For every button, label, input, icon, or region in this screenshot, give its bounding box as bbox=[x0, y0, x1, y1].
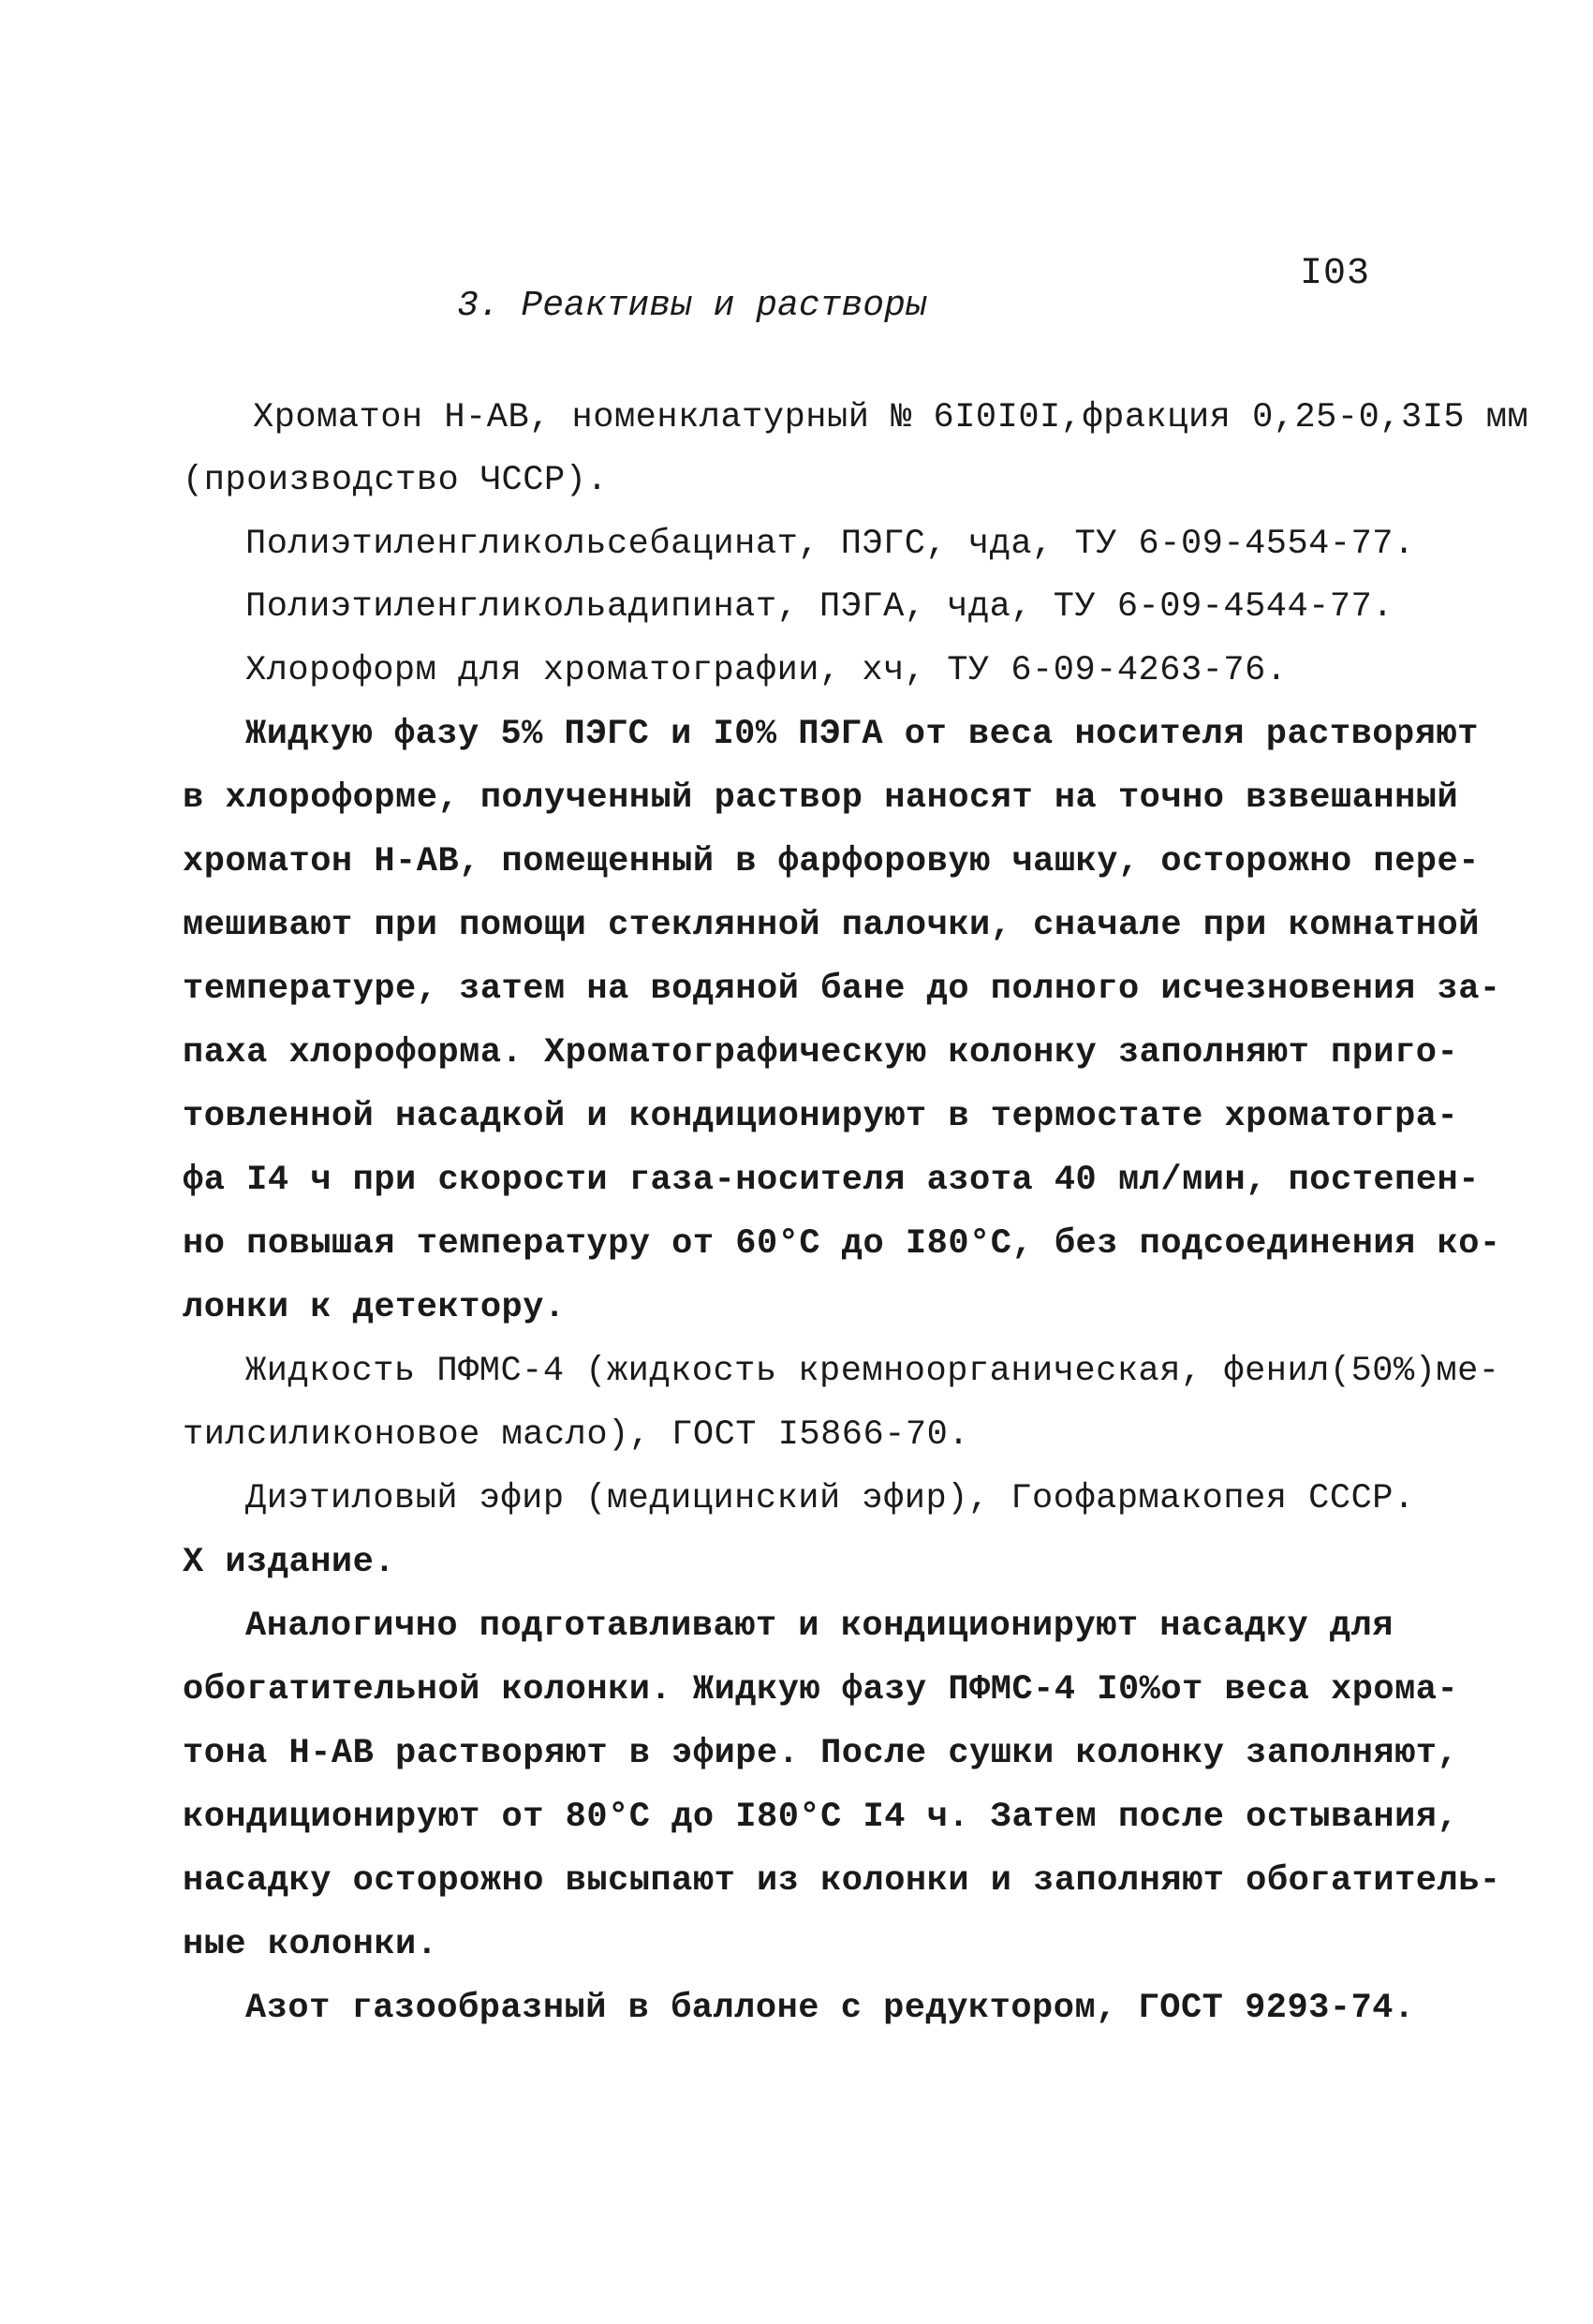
text-line: температуре, затем на водяной бане до полного исчезновения за- bbox=[183, 970, 1501, 1009]
text-line: Жидкость ПФМС-4 (жидкость кремноорганическая, фенил(50%)ме- bbox=[245, 1352, 1500, 1391]
text-line: Аналогично подготавливают и кондиционируют насадку для bbox=[245, 1606, 1394, 1646]
text-line: тона Н-АВ растворяют в эфире. После сушки колонку заполняют, bbox=[183, 1734, 1459, 1773]
text-line: Диэтиловый эфир (медицинский эфир), Гоофармакопея СССР. bbox=[245, 1479, 1415, 1518]
text-line: товленной насадкой и кондиционируют в термостате хроматогра- bbox=[183, 1097, 1459, 1136]
text-line: тилсиликоновое масло), ГОСТ I5866-70. bbox=[183, 1415, 970, 1455]
text-line: Хлороформ для хроматографии, хч, ТУ 6-09-4263-76. bbox=[245, 651, 1288, 690]
text-line: Хроматон Н-АВ, номенклатурный № 6I0I0I,фракция 0,25-0,3I5 мм bbox=[253, 398, 1529, 437]
text-line: Азот газообразный в баллоне с редуктором, ГОСТ 9293-74. bbox=[245, 1989, 1415, 2028]
text-line: обогатительной колонки. Жидкую фазу ПФМС-4 I0%от веса хрома- bbox=[183, 1670, 1459, 1710]
page-number: I03 bbox=[1300, 253, 1371, 295]
text-line: насадку осторожно высыпают из колонки и заполняют обогатитель- bbox=[183, 1861, 1501, 1901]
section-heading: 3. Реактивы и растворы bbox=[457, 286, 927, 326]
text-line: ные колонки. bbox=[183, 1925, 438, 1964]
text-line: в хлороформе, полученный раствор наносят на точно взвешанный bbox=[183, 778, 1459, 818]
text-line: Полиэтиленгликольсебацинат, ПЭГС, чда, ТУ 6-09-4554-77. bbox=[245, 525, 1415, 564]
text-line: Х издание. bbox=[183, 1543, 396, 1582]
text-line: лонки к детектору. bbox=[183, 1288, 566, 1327]
text-line: фа I4 ч при скорости газа-носителя азота 40 мл/мин, постепен- bbox=[183, 1161, 1480, 1200]
text-line: Полиэтиленгликольадипинат, ПЭГА, чда, ТУ 6-09-4544-77. bbox=[245, 587, 1394, 627]
text-line: кондиционируют от 80°С до I80°С I4 ч. Затем после остывания, bbox=[183, 1798, 1459, 1837]
text-line: Жидкую фазу 5% ПЭГС и I0% ПЭГА от веса носителя растворяют bbox=[245, 715, 1479, 754]
text-line: (производство ЧССР). bbox=[183, 461, 609, 500]
text-line: мешивают при помощи стеклянной палочки, сначале при комнатной bbox=[183, 906, 1480, 945]
text-line: но повышая температуру от 60°С до I80°С, без подсоединения ко- bbox=[183, 1224, 1501, 1264]
text-line: хроматон Н-АВ, помещенный в фарфоровую чашку, осторожно пере- bbox=[183, 842, 1480, 881]
text-line: паха хлороформа. Хроматографическую колонку заполняют приго- bbox=[183, 1033, 1459, 1073]
